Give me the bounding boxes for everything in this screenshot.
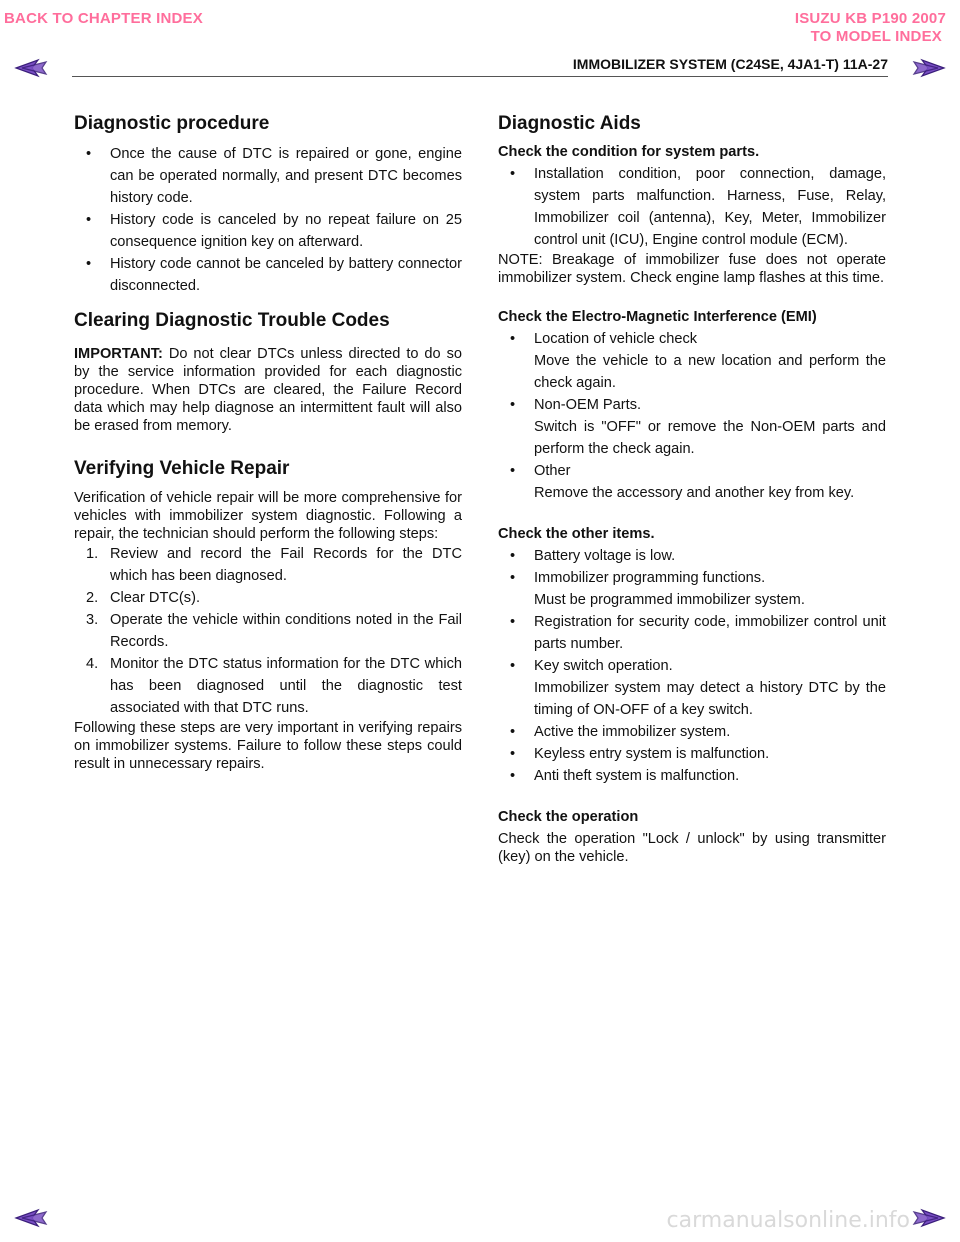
list-item: • Other bbox=[498, 460, 886, 482]
verify-intro: Verification of vehicle repair will be more comprehensive for vehicles with immobilizer system diagnostic. Following a repair, the technician should perform the following steps: bbox=[74, 490, 462, 542]
list-item-detail: Immobilizer system may detect a history DTC by the timing of ON-OFF of a key switch. bbox=[534, 680, 886, 718]
check-parts-heading: Check the condition for system parts. bbox=[498, 144, 760, 160]
list-item bbox=[74, 609, 462, 653]
operation-heading: Check the operation bbox=[498, 809, 639, 825]
right-column bbox=[498, 112, 886, 866]
note-paragraph: NOTE: Breakage of immobilizer fuse does not operate immobilizer system. Check engine lamp flashes at this time. bbox=[498, 252, 886, 286]
list-item bbox=[74, 653, 462, 719]
list-item: • Registration for security code, immobilizer control unit parts number. bbox=[498, 611, 886, 655]
running-head: IMMOBILIZER SYSTEM (C24SE, 4JA1-T) 11A-27 bbox=[572, 56, 888, 72]
important-label: IMPORTANT: bbox=[74, 346, 163, 362]
list-item: • Battery voltage is low. bbox=[498, 545, 886, 567]
step-text: Operate the vehicle within conditions noted in the Fail Records. bbox=[110, 612, 462, 650]
list-item-detail: Switch is "OFF" or remove the Non-OEM parts and perform the check again. bbox=[534, 419, 886, 457]
diagnostic-procedure-heading: Diagnostic procedure bbox=[74, 113, 270, 134]
step-text: Monitor the DTC status information for the DTC which has been diagnosed until the diagnostic test associated with that DTC runs. bbox=[110, 656, 462, 716]
list-item: • Active the immobilizer system. bbox=[498, 721, 886, 743]
arrow-right-icon[interactable] bbox=[912, 58, 946, 78]
list-item: • Location of vehicle check bbox=[498, 328, 886, 350]
header-rule bbox=[72, 76, 888, 77]
watermark: carmanualsonline.info bbox=[666, 1208, 910, 1233]
back-to-chapter-index-link[interactable]: BACK TO CHAPTER INDEX bbox=[4, 10, 203, 27]
check-parts-list bbox=[498, 163, 886, 251]
step-text: Review and record the Fail Records for the DTC which has been diagnosed. bbox=[110, 546, 462, 584]
other-items-list bbox=[498, 545, 886, 787]
clearing-dtc-heading: Clearing Diagnostic Trouble Codes bbox=[74, 310, 390, 331]
diagnostic-aids-heading: Diagnostic Aids bbox=[498, 113, 641, 134]
step-number: 2. bbox=[86, 590, 99, 606]
list-item bbox=[74, 543, 462, 587]
emi-list bbox=[498, 328, 886, 504]
list-item: • Anti theft system is malfunction. bbox=[498, 765, 886, 787]
other-items-heading: Check the other items. bbox=[498, 526, 655, 542]
step-number: 4. bbox=[86, 656, 99, 672]
to-model-index-link[interactable]: TO MODEL INDEX bbox=[810, 28, 942, 45]
list-item-detail: Remove the accessory and another key from key. bbox=[534, 485, 855, 501]
arrow-left-icon[interactable] bbox=[14, 1208, 48, 1228]
list-item: • Once the cause of DTC is repaired or gone, engine can be operated normally, and present DTC becomes history code. bbox=[74, 143, 462, 209]
verify-steps-list bbox=[74, 543, 462, 719]
step-text: Clear DTC(s). bbox=[110, 590, 200, 606]
important-paragraph bbox=[74, 345, 462, 435]
arrow-left-icon[interactable] bbox=[14, 58, 48, 78]
list-item: • Non-OEM Parts. bbox=[498, 394, 886, 416]
left-column bbox=[74, 112, 462, 773]
arrow-right-icon[interactable] bbox=[912, 1208, 946, 1228]
step-number: 3. bbox=[86, 612, 99, 628]
important-text: Do not clear DTCs unless directed to do so by the service information provided for each diagnostic procedure. When DTCs are cleared, the Failure Record data which may help diagnose an intermittent fault will also be erased from memory. bbox=[74, 346, 462, 434]
emi-heading: Check the Electro-Magnetic Interference (EMI) bbox=[498, 309, 817, 325]
list-item: • Installation condition, poor connection, damage, system parts malfunction. Harness, Fuse, Relay, Immobilizer coil (antenna), Key, Meter, Immobilizer control unit (ICU), Engine control module (ECM). bbox=[498, 163, 886, 251]
step-number: 1. bbox=[86, 546, 99, 562]
list-item bbox=[74, 587, 462, 609]
verifying-repair-heading: Verifying Vehicle Repair bbox=[74, 458, 290, 479]
list-item: • Immobilizer programming functions. bbox=[498, 567, 886, 589]
list-item-detail: Move the vehicle to a new location and perform the check again. bbox=[534, 353, 886, 391]
list-item: • History code is canceled by no repeat failure on 25 consequence ignition key on afterward. bbox=[74, 209, 462, 253]
list-item: • Key switch operation. bbox=[498, 655, 886, 677]
operation-paragraph: Check the operation "Lock / unlock" by using transmitter (key) on the vehicle. bbox=[498, 831, 886, 865]
list-item: • History code cannot be canceled by battery connector disconnected. bbox=[74, 253, 462, 297]
verify-outro: Following these steps are very important in verifying repairs on immobilizer systems. Failure to follow these steps could result in unnecessary repairs. bbox=[74, 720, 462, 772]
diagnostic-procedure-list bbox=[74, 143, 462, 297]
list-item: • Keyless entry system is malfunction. bbox=[498, 743, 886, 765]
list-item-detail: Must be programmed immobilizer system. bbox=[534, 592, 805, 608]
model-name-link[interactable]: ISUZU KB P190 2007 bbox=[794, 10, 946, 27]
